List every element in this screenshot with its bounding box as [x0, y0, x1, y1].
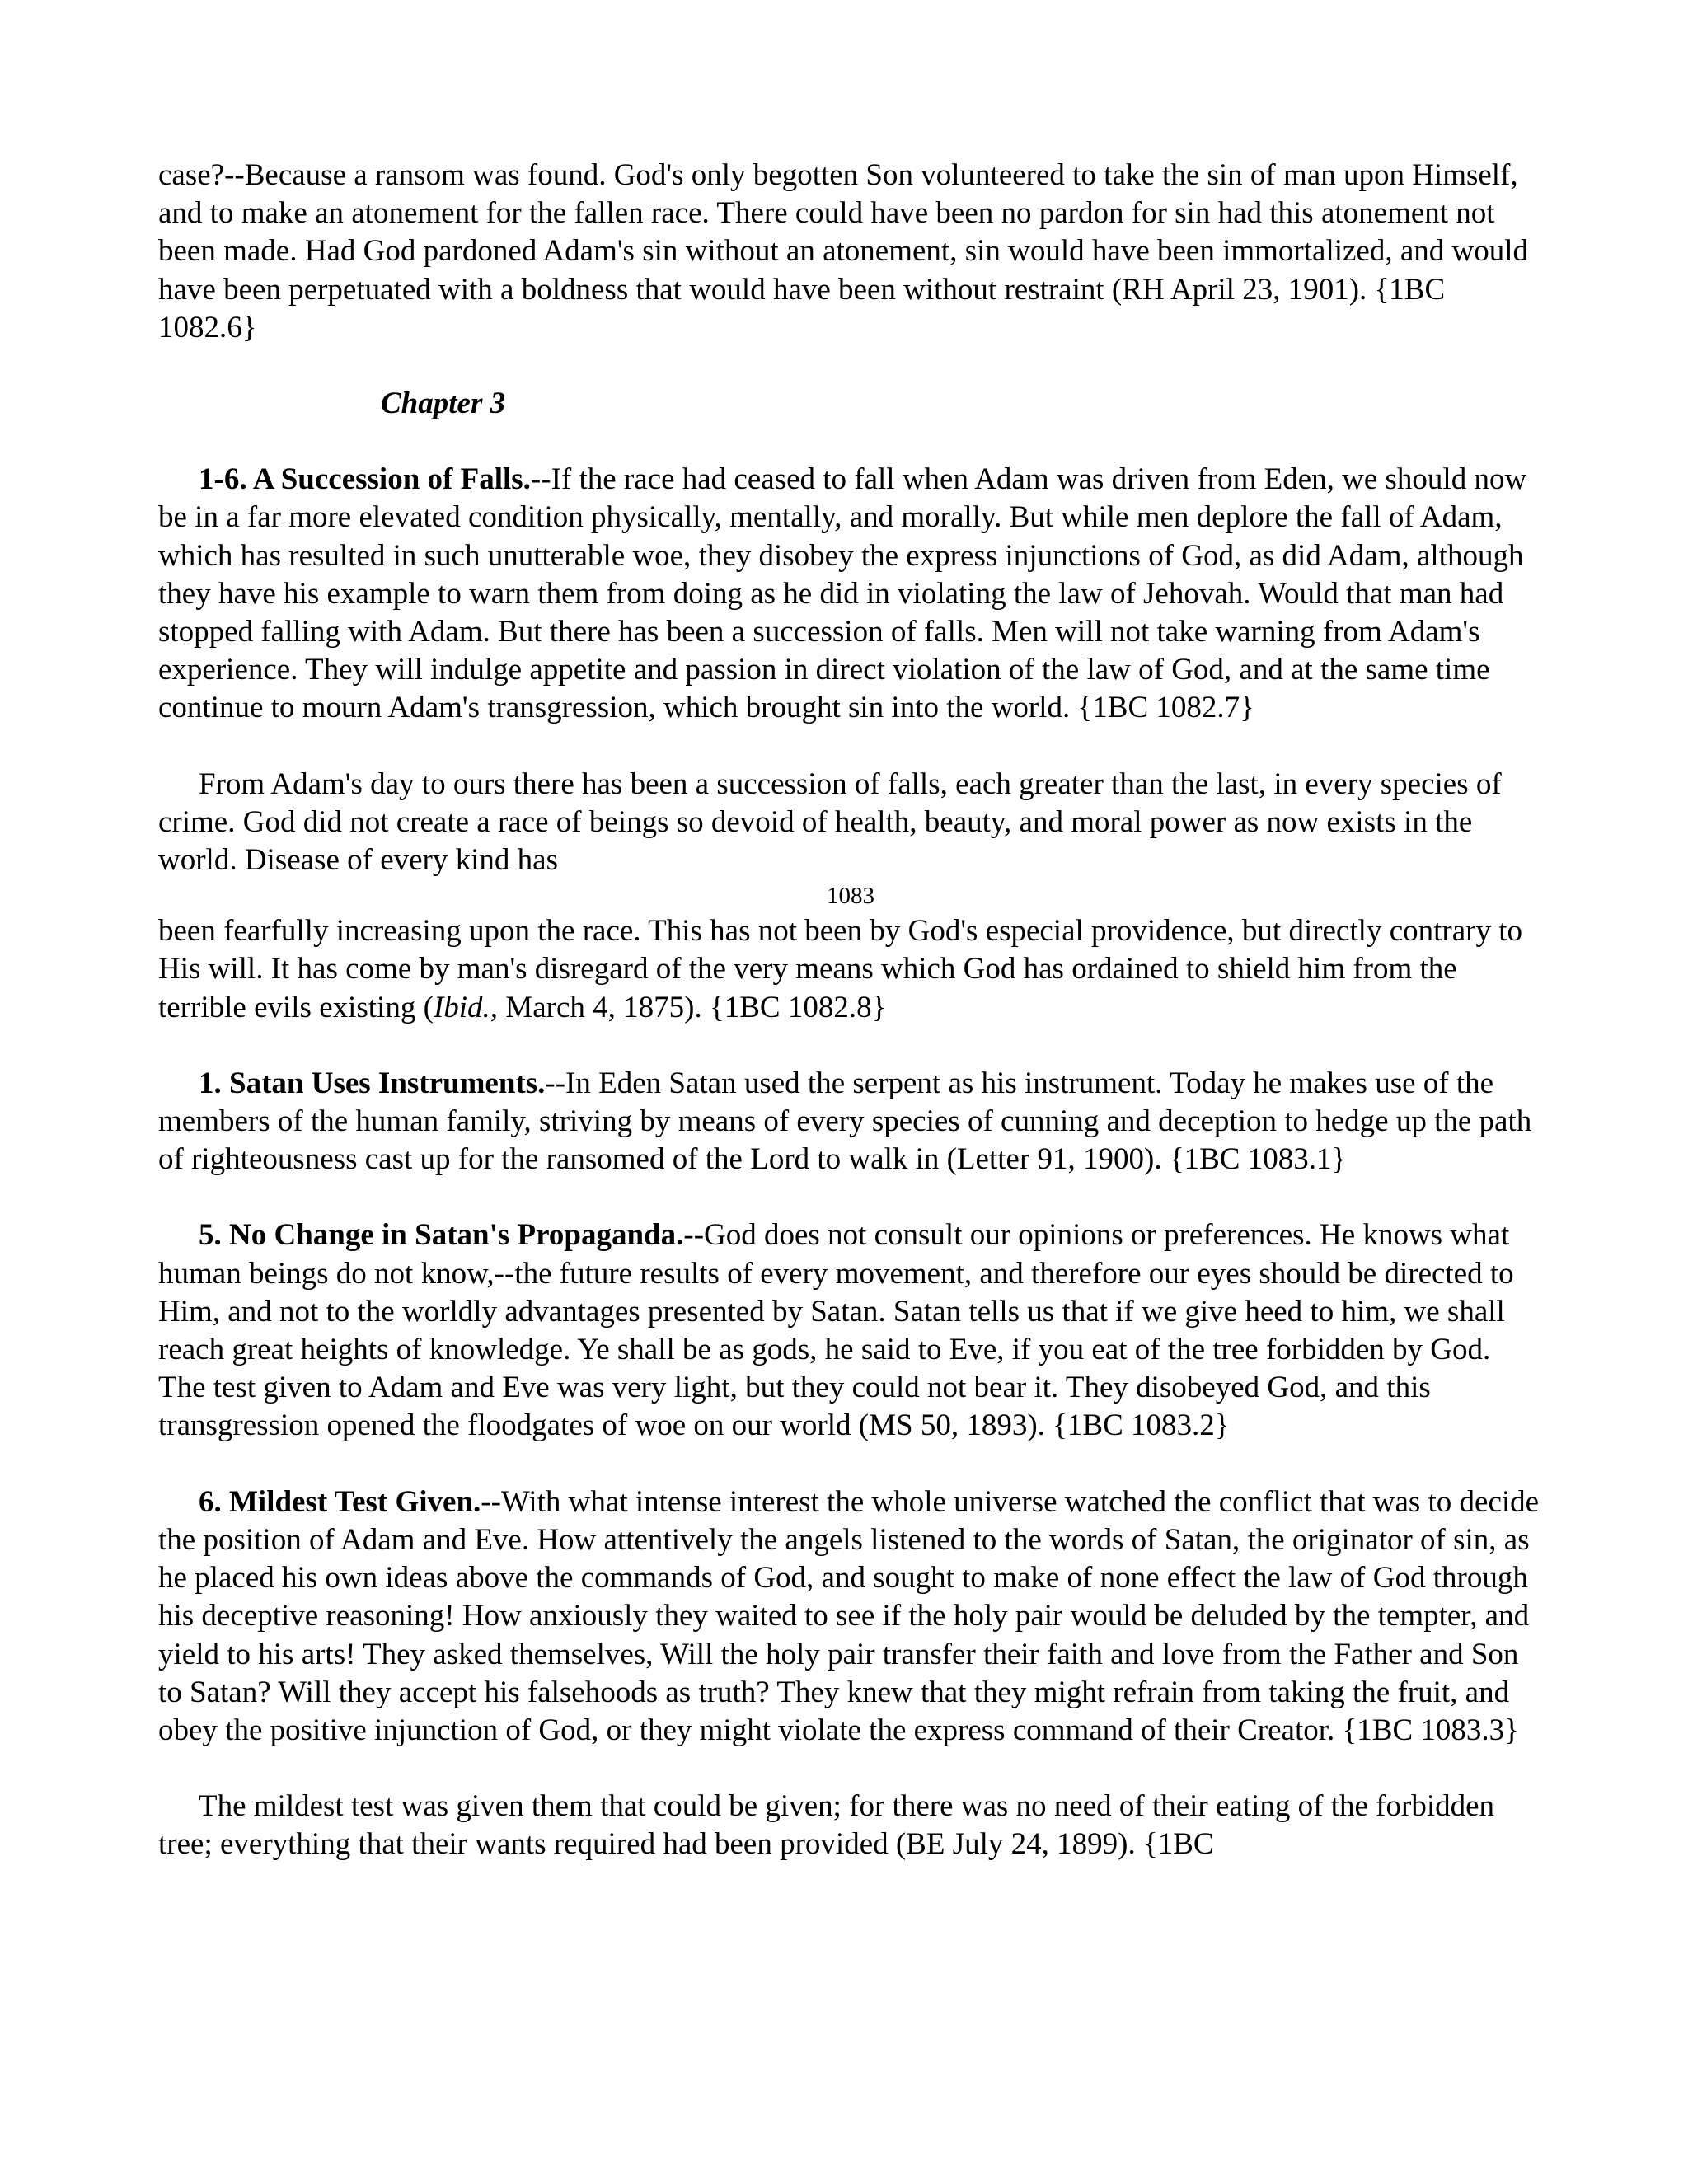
paragraph-1083-2 [158, 1216, 1543, 1445]
paragraph-text: --In Eden Satan used the serpent as his instrument. Today he makes use of the members of the human family, striving by means of every species of cunning and deception to hedge up the path of righteousness cast up for the ransomed of the Lord to walk in (Letter 91, 1900). {1BC 1083.1} [158, 1066, 1532, 1177]
section-heading: 1-6. A Succession of Falls. [199, 462, 531, 497]
ibid-reference: Ibid., [433, 990, 499, 1024]
paragraph-1083-4 [158, 1788, 1543, 1863]
section-heading: 1. Satan Uses Instruments. [199, 1066, 546, 1100]
page-number: 1083 [827, 883, 874, 910]
paragraph-text: --If the race had ceased to fall when Adam was driven from Eden, we should now be in a far more elevated condition physically, mentally, and morally. But while men deplore the fall of Adam, which has resulted in such unutterable woe, they disobey the express injunctions of God, as did Adam, although they have his example to warn them from doing as he did in violating the law of Jehovah. Would that man had stopped falling with Adam. But there has been a succession of falls. Men will not take warning from Adam's experience. They will indulge appetite and passion in direct violation of the law of God, and at the same time continue to mourn Adam's transgression, which brought sin into the world. {1BC 1082.7} [158, 462, 1527, 725]
paragraph-1083-1 [158, 1065, 1543, 1179]
section-heading: 6. Mildest Test Given. [199, 1484, 481, 1519]
paragraph-text: --God does not consult our opinions or preferences. He knows what human beings do not know,--the future results of every movement, and therefore our eyes should be directed to Him, and not to the worldly advantages presented by Satan. Satan tells us that if we give heed to him, we shall reach great heights of knowledge. Ye shall be as gods, he said to Eve, if you eat of the tree forbidden by God. The test given to Adam and Eve was very light, but they could not bear it. They disobeyed God, and this transgression opened the floodgates of woe on our world (MS 50, 1893). {1BC 1083.2} [158, 1218, 1514, 1443]
paragraph-text: --With what intense interest the whole universe watched the conflict that was to decide the position of Adam and Eve. How attentively the angels listened to the words of Satan, the originator of sin, as he placed his own ideas above the commands of God, and sought to make of none effect the law of God through his deceptive reasoning! How anxiously they waited to see if the holy pair would be deluded by the tempter, and yield to his arts! They asked themselves, Will the holy pair transfer their faith and love from the Father and Son to Satan? Will they accept his falsehoods as truth? They knew that they might refrain from taking the fruit, and obey the positive injunction of God, or they might violate the express command of their Creator. {1BC 1083.3} [158, 1484, 1540, 1747]
paragraph-1082-8-start [158, 766, 1543, 880]
paragraph-text: been fearfully increasing upon the race. This has not been by God's especial providence, but directly contrary to His will. It has come by man's disregard of the very means which God has ordained to shield him from the terrible evils existing ( [158, 914, 1522, 1024]
paragraph-1082-7 [158, 461, 1543, 727]
paragraph-text: From Adam's day to ours there has been a succession of falls, each greater than the last, in every species of crime. God did not create a race of beings so devoid of health, beauty, and moral power as now exists in the world. Disease of every kind has [158, 766, 1502, 878]
paragraph-text-end: March 4, 1875). {1BC 1082.8} [498, 990, 887, 1024]
document-page [158, 157, 1543, 1902]
paragraph-text: case?--Because a ransom was found. God's only begotten Son volunteered to take the sin of man upon Himself, and to make an atonement for the fallen race. There could have been no pardon for sin had this atonement not been made. Had God pardoned Adam's sin without an atonement, sin would have been immortalized, and would have been perpetuated with a boldness that would have been without restraint (RH April 23, 1901). {1BC 1082.6} [158, 158, 1529, 344]
paragraph-1083-3 [158, 1483, 1543, 1750]
paragraph-1082-6 [158, 157, 1543, 347]
paragraph-1082-8-continued [158, 912, 1543, 1027]
paragraph-text: The mildest test was given them that could be given; for there was no need of their eating of the forbidden tree; everything that their wants required had been provided (BE July 24, 1899). {1BC [158, 1789, 1495, 1862]
section-heading: 5. No Change in Satan's Propaganda. [199, 1218, 684, 1253]
chapter-heading: Chapter 3 [381, 387, 506, 421]
